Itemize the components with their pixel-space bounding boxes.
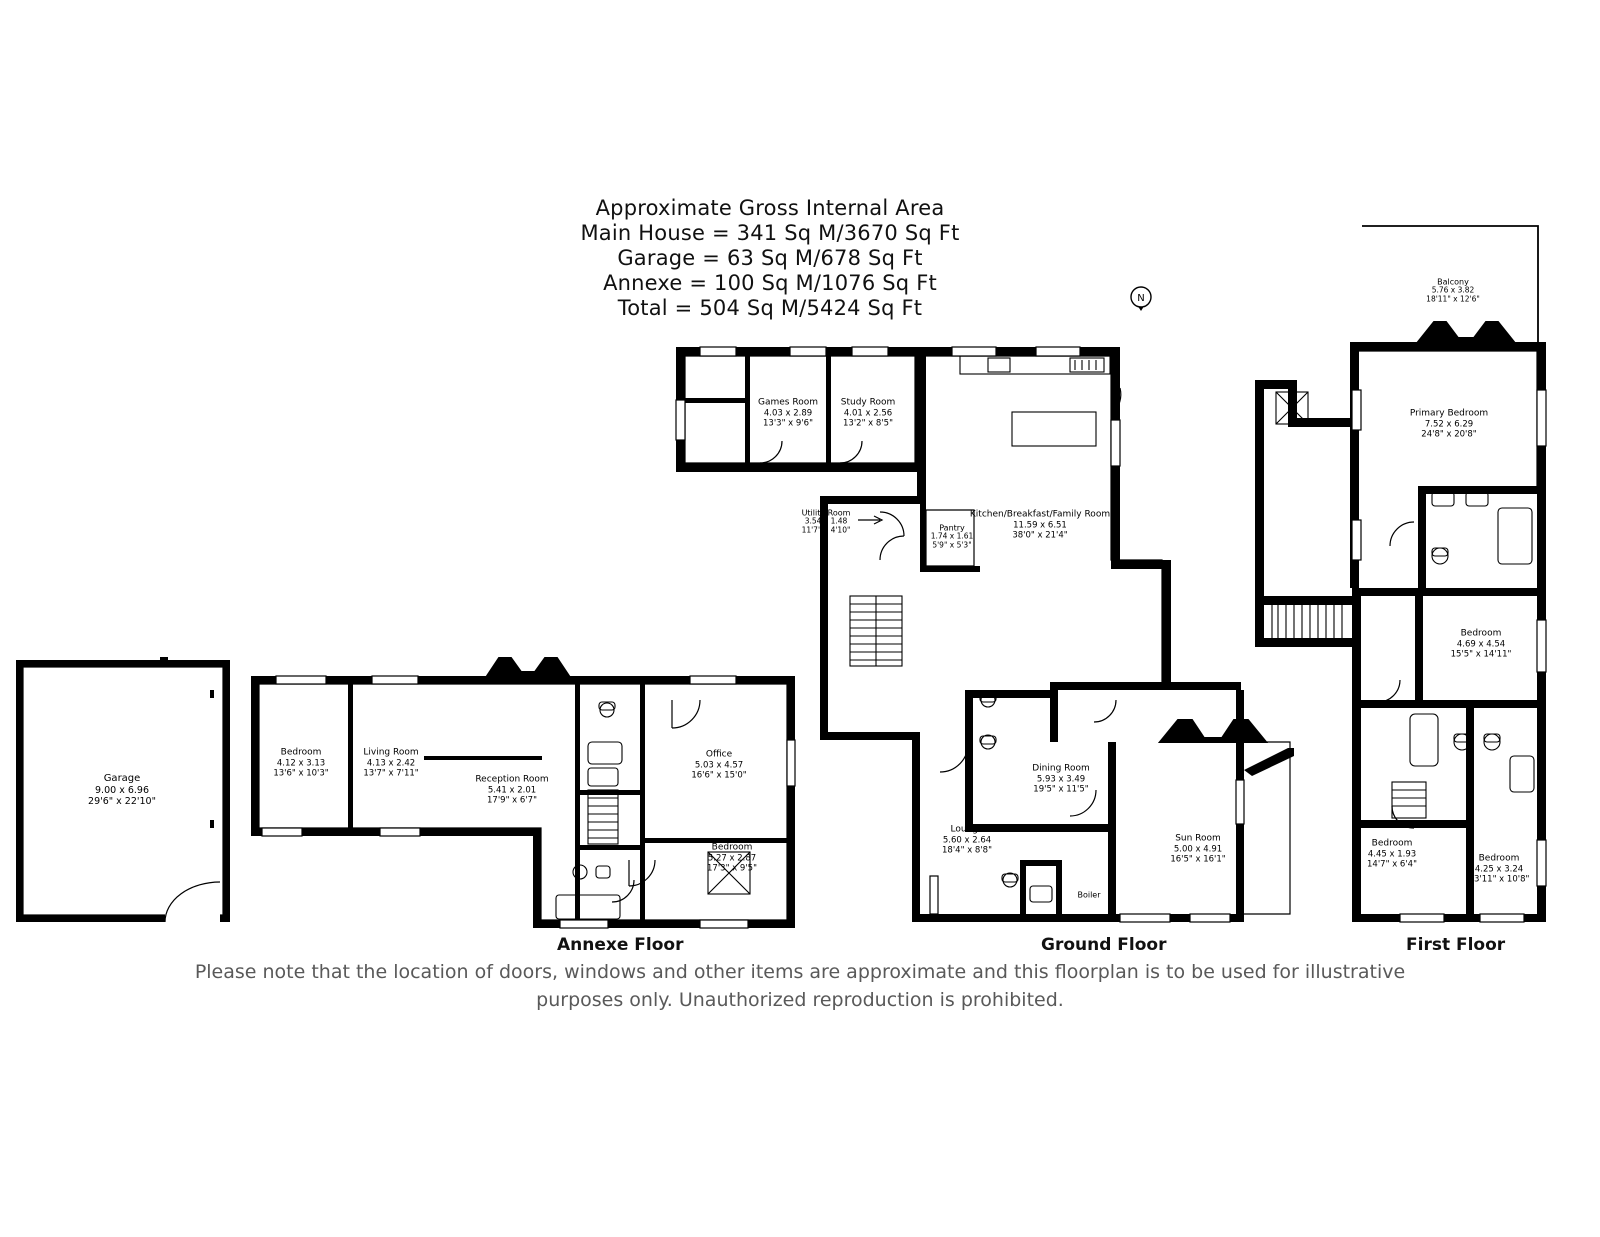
disclaimer (100, 958, 1500, 1014)
room-label-games-room (758, 398, 818, 429)
area-summary-line-5: Total = 504 Sq M/5424 Sq Ft (617, 296, 923, 320)
room-label-living-room (363, 748, 418, 779)
room-label-lounge (942, 825, 992, 856)
room-imperial: 14'7" x 6'4" (1367, 859, 1417, 870)
disclaimer-line-2: purposes only. Unauthorized reproduction is prohibited. (536, 989, 1064, 1011)
room-label-first-bedroom-2 (1367, 839, 1417, 870)
room-imperial: 17'9" x 6'7" (487, 795, 537, 806)
area-summary-line-2: Main House = 341 Sq M/3670 Sq Ft (580, 221, 960, 245)
room-name: Bedroom (1478, 853, 1520, 864)
room-metric: 5.41 x 2.01 (487, 785, 537, 796)
room-metric: 4.03 x 2.89 (763, 408, 813, 419)
room-label-study-room (841, 398, 895, 429)
room-imperial: 16'6" x 15'0" (691, 770, 747, 781)
area-summary-line-1: Approximate Gross Internal Area (595, 196, 945, 220)
room-metric: 4.69 x 4.54 (1456, 639, 1506, 650)
room-metric: 5.76 x 3.82 (1431, 285, 1475, 295)
room-imperial: 19'5" x 11'5" (1033, 784, 1089, 795)
room-metric: 4.13 x 2.42 (366, 758, 416, 769)
room-imperial: 11'7" x 4'10" (801, 525, 851, 535)
room-imperial: 38'0" x 21'4" (1012, 530, 1068, 541)
room-label-office (691, 750, 746, 781)
room-name: Pantry (939, 523, 965, 533)
area-summary-line-4: Annexe = 100 Sq M/1076 Sq Ft (603, 271, 937, 295)
room-name: Kitchen/Breakfast/Family Room (969, 509, 1111, 520)
room-name: Dining Room (1032, 763, 1090, 774)
room-metric: 9.00 x 6.96 (95, 784, 149, 796)
room-name: Bedroom (1460, 628, 1502, 639)
caption-ground-floor: Ground Floor (1041, 935, 1167, 955)
room-name: Boiler (1077, 890, 1101, 900)
room-metric: 5.03 x 4.57 (694, 760, 744, 771)
room-metric: 4.12 x 3.13 (276, 758, 326, 769)
room-label-utility-room (802, 508, 851, 535)
area-summary-line-3: Garage = 63 Sq M/678 Sq Ft (617, 246, 923, 270)
room-imperial: 13'6" x 10'3" (273, 768, 329, 779)
room-imperial: 29'6" x 22'10" (88, 795, 156, 807)
room-label-reception-room (475, 775, 548, 806)
room-metric: 4.45 x 1.93 (1367, 849, 1417, 860)
room-metric: 7.52 x 6.29 (1424, 419, 1474, 430)
room-label-first-bedroom-1 (1451, 629, 1512, 660)
room-label-first-bedroom-3 (1469, 854, 1530, 885)
room-name: Balcony (1437, 277, 1469, 287)
room-label-boiler (1077, 890, 1100, 899)
room-name: Study Room (840, 397, 896, 408)
room-imperial: 13'11" x 10'8" (1468, 874, 1530, 885)
room-name: Living Room (363, 747, 419, 758)
room-name: Primary Bedroom (1409, 408, 1489, 419)
room-metric: 5.27 x 2.87 (707, 853, 757, 864)
room-name: Games Room (758, 397, 818, 408)
room-imperial: 13'2" x 8'5" (843, 418, 893, 429)
room-label-annexe-bedroom-1 (273, 748, 328, 779)
room-imperial: 18'4" x 8'8" (942, 845, 992, 856)
room-imperial: 17'3" x 9'5" (707, 863, 757, 874)
room-name: Bedroom (711, 842, 753, 853)
room-metric: 11.59 x 6.51 (1013, 520, 1067, 531)
disclaimer-line-1: Please note that the location of doors, windows and other items are approximate and this floorplan is to be used for illustrative (194, 961, 1406, 983)
room-label-primary-bedroom (1410, 409, 1488, 440)
room-metric: 5.60 x 2.64 (942, 835, 992, 846)
room-imperial: 18'11" x 12'6" (1426, 294, 1480, 304)
caption-first-floor: First Floor (1406, 935, 1506, 955)
room-label-annexe-bedroom-2 (707, 843, 757, 874)
room-name: Bedroom (1371, 838, 1413, 849)
room-label-garage (88, 773, 156, 807)
room-name: Lounge (950, 824, 984, 835)
svg-text:N: N (1137, 293, 1145, 304)
room-metric: 4.25 x 3.24 (1474, 864, 1524, 875)
first-floor-outline (1255, 226, 1546, 922)
room-imperial: 5'9" x 5'3" (932, 540, 972, 550)
room-metric: 3.54 x 1.48 (804, 516, 848, 526)
room-name: Utility Room (801, 508, 851, 518)
room-imperial: 16'5" x 16'1" (1170, 854, 1226, 865)
room-metric: 5.00 x 4.91 (1173, 844, 1223, 855)
room-metric: 5.93 x 3.49 (1036, 774, 1086, 785)
room-label-pantry (931, 523, 974, 550)
room-label-balcony (1426, 277, 1480, 304)
room-name: Reception Room (475, 774, 549, 785)
room-label-kitchen (970, 510, 1110, 541)
room-metric: 4.01 x 2.56 (843, 408, 893, 419)
room-imperial: 15'5" x 14'11" (1450, 649, 1512, 660)
room-imperial: 13'7" x 7'11" (363, 768, 419, 779)
room-imperial: 24'8" x 20'8" (1421, 429, 1477, 440)
room-label-sun-room (1170, 834, 1225, 865)
room-label-dining-room (1032, 764, 1090, 795)
room-name: Office (705, 749, 733, 760)
room-name: Garage (103, 772, 141, 784)
caption-annexe-floor: Annexe Floor (557, 935, 684, 955)
room-metric: 1.74 x 1.61 (930, 531, 974, 541)
room-name: Bedroom (280, 747, 322, 758)
room-name: Sun Room (1175, 833, 1221, 844)
room-imperial: 13'3" x 9'6" (763, 418, 813, 429)
